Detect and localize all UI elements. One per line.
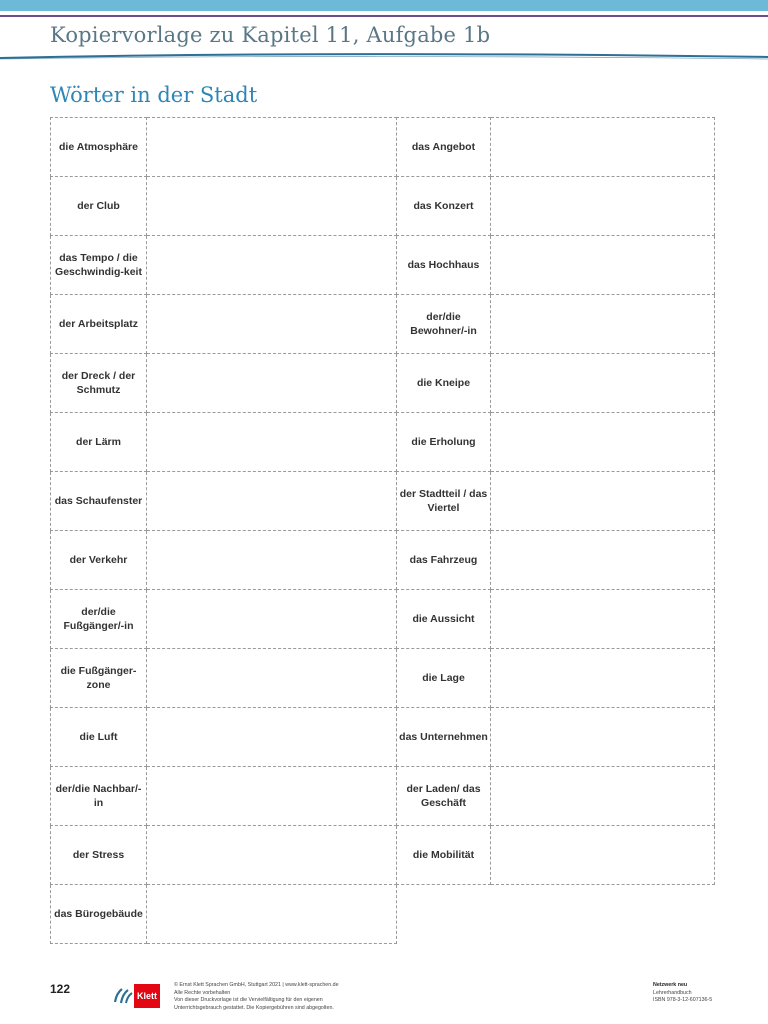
copyright-line: Von dieser Druckvorlage ist die Vervielfältigung für den eigenen (174, 997, 323, 1003)
book-info (653, 982, 712, 1005)
word-card: der Stress (51, 826, 147, 885)
answer-cell (147, 236, 397, 295)
word-card-row (397, 767, 715, 826)
word-card: das Hochhaus (397, 236, 491, 295)
answer-cell (491, 767, 715, 826)
word-card: die Fußgänger-zone (51, 649, 147, 708)
word-card: die Aussicht (397, 590, 491, 649)
word-card: die Lage (397, 649, 491, 708)
answer-cell (491, 649, 715, 708)
word-card-row (397, 826, 715, 885)
word-card: der Stadtteil / das Viertel (397, 472, 491, 531)
word-card: der Dreck / der Schmutz (51, 354, 147, 413)
word-card: der Verkehr (51, 531, 147, 590)
word-card: die Mobilität (397, 826, 491, 885)
word-card-row (51, 236, 397, 295)
answer-cell (147, 590, 397, 649)
answer-cell (147, 649, 397, 708)
word-card: die Luft (51, 708, 147, 767)
answer-cell (147, 708, 397, 767)
answer-cell (147, 767, 397, 826)
word-card: der Laden/ das Geschäft (397, 767, 491, 826)
word-card-row (51, 531, 397, 590)
word-card: die Erholung (397, 413, 491, 472)
answer-cell (147, 531, 397, 590)
page-header-title: Kopiervorlage zu Kapitel 11, Aufgabe 1b (50, 23, 491, 47)
word-card: der/die Bewohner/-in (397, 295, 491, 354)
klett-logo (112, 984, 160, 1008)
answer-cell (147, 413, 397, 472)
answer-cell (147, 354, 397, 413)
word-card: der Arbeitsplatz (51, 295, 147, 354)
word-card-row (397, 708, 715, 767)
klett-logo-mark-icon (112, 984, 134, 1008)
answer-cell (491, 177, 715, 236)
word-card-row (51, 118, 397, 177)
word-card: das Bürogebäude (51, 885, 147, 944)
word-card-row (397, 413, 715, 472)
word-card-row (51, 590, 397, 649)
word-card-row (51, 885, 397, 944)
word-grid-right (396, 117, 715, 885)
word-card-row (397, 177, 715, 236)
word-card-row (397, 531, 715, 590)
word-grid-left (50, 117, 397, 944)
answer-cell (147, 472, 397, 531)
word-card-row (51, 826, 397, 885)
copyright-line: © Ernst Klett Sprachen GmbH, Stuttgart 2021 | www.klett-sprachen.de (174, 982, 339, 988)
answer-cell (147, 118, 397, 177)
word-card-row (51, 413, 397, 472)
answer-cell (147, 885, 397, 944)
book-subtitle: Lehrerhandbuch (653, 989, 692, 996)
word-card: der Lärm (51, 413, 147, 472)
word-card-row (51, 767, 397, 826)
answer-cell (491, 590, 715, 649)
word-card-row (397, 472, 715, 531)
copyright-notice (174, 982, 339, 1012)
word-card: das Unternehmen (397, 708, 491, 767)
word-card-row (51, 295, 397, 354)
word-card: die Kneipe (397, 354, 491, 413)
word-card: der Club (51, 177, 147, 236)
copyright-line: Unterrichtsgebrauch gestattet. Die Kopiergebühren sind abgegolten. (174, 1004, 334, 1011)
word-card-row (51, 177, 397, 236)
word-card-row (397, 118, 715, 177)
word-card-row (51, 472, 397, 531)
answer-cell (491, 354, 715, 413)
answer-cell (491, 708, 715, 767)
word-card-row (397, 590, 715, 649)
klett-logo-wordmark: Klett (134, 984, 160, 1008)
answer-cell (491, 236, 715, 295)
word-card: das Fahrzeug (397, 531, 491, 590)
word-card: das Konzert (397, 177, 491, 236)
page-number: 122 (50, 982, 71, 996)
word-card-row (51, 649, 397, 708)
answer-cell (491, 826, 715, 885)
answer-cell (491, 413, 715, 472)
word-card-row (397, 236, 715, 295)
answer-cell (147, 177, 397, 236)
top-color-band (0, 0, 768, 11)
isbn: ISBN 978-3-12-607136-5 (653, 997, 713, 1003)
word-card-row (397, 354, 715, 413)
word-card: das Tempo / die Geschwindig-keit (51, 236, 147, 295)
word-card: das Angebot (397, 118, 491, 177)
word-card: die Atmosphäre (51, 118, 147, 177)
section-title: Wörter in der Stadt (50, 83, 258, 107)
word-card: das Schaufenster (51, 472, 147, 531)
word-card-row (51, 708, 397, 767)
header-swoosh-line (0, 50, 768, 64)
word-card-row (397, 295, 715, 354)
answer-cell (491, 295, 715, 354)
answer-cell (491, 531, 715, 590)
answer-cell (147, 826, 397, 885)
answer-cell (491, 118, 715, 177)
book-title: Netzwerk neu (653, 982, 688, 988)
answer-cell (147, 295, 397, 354)
copyright-line: Alle Rechte vorbehalten (174, 989, 231, 996)
top-rule-line (0, 15, 768, 17)
word-card: der/die Fußgänger/-in (51, 590, 147, 649)
word-card-row (51, 354, 397, 413)
word-card: der/die Nachbar/-in (51, 767, 147, 826)
word-card-row (397, 649, 715, 708)
answer-cell (491, 472, 715, 531)
